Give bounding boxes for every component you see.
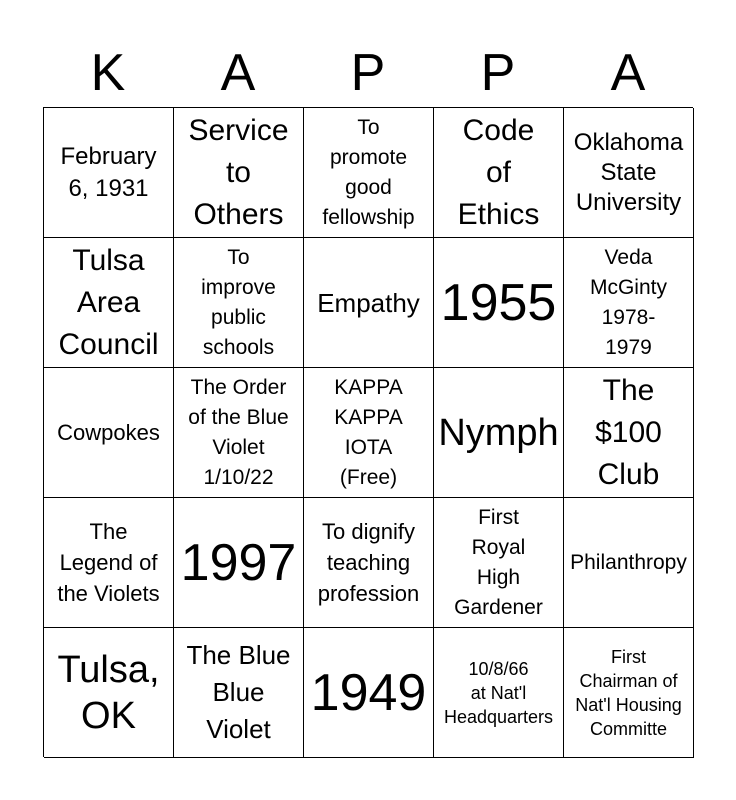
bingo-cell xyxy=(44,368,174,498)
bingo-cell xyxy=(434,108,564,238)
header-letter-a: A xyxy=(220,44,256,102)
bingo-cell xyxy=(304,368,434,498)
cell-text: Empathy xyxy=(317,287,420,318)
bingo-cell xyxy=(564,108,694,238)
cell-text: Tulsa, OK xyxy=(57,648,160,737)
cell-text: To dignify teaching profession xyxy=(317,519,420,606)
cell-text: Cowpokes xyxy=(57,419,160,445)
bingo-cell xyxy=(434,238,564,368)
cell-text: 1997 xyxy=(180,533,297,592)
cell-text: Nymph xyxy=(438,411,559,454)
cell-text: Service to Others xyxy=(188,113,289,231)
bingo-grid xyxy=(43,107,693,757)
cell-text: Philanthropy xyxy=(570,550,687,574)
header-letter-a-2: A xyxy=(610,44,646,102)
bingo-cell xyxy=(174,498,304,628)
bingo-cell xyxy=(174,238,304,368)
bingo-header xyxy=(43,40,693,106)
cell-text: Oklahoma State University xyxy=(573,128,684,216)
cell-text: Tulsa Area Council xyxy=(58,243,159,361)
cell-text: First Chairman of Nat'l Housing Committe xyxy=(575,646,682,739)
cell-text: The $100 Club xyxy=(595,373,662,491)
cell-text: The Blue Blue Violet xyxy=(186,640,291,744)
bingo-cell xyxy=(304,108,434,238)
bingo-cell xyxy=(434,368,564,498)
bingo-cell xyxy=(304,628,434,758)
bingo-cell xyxy=(564,238,694,368)
bingo-cell xyxy=(44,238,174,368)
cell-text: 10/8/66 at Nat'l Headquarters xyxy=(443,658,554,727)
cell-text: The Order of the Blue Violet 1/10/22 xyxy=(188,375,289,489)
cell-text: To promote good fellowship xyxy=(322,115,415,229)
bingo-cell xyxy=(174,368,304,498)
cell-text: Veda McGinty 1978- 1979 xyxy=(589,245,667,359)
cell-text: February 6, 1931 xyxy=(60,142,157,202)
cell-text: 1949 xyxy=(310,663,427,722)
header-letter-k: K xyxy=(90,44,126,102)
cell-text: 1955 xyxy=(440,273,557,332)
bingo-cell xyxy=(304,498,434,628)
header-letter-p: P xyxy=(350,44,386,102)
cell-text: Code of Ethics xyxy=(457,113,540,231)
bingo-cell xyxy=(564,628,694,758)
bingo-cell xyxy=(564,498,694,628)
bingo-cell xyxy=(44,108,174,238)
header-letter-p-2: P xyxy=(480,44,516,102)
bingo-cell xyxy=(304,238,434,368)
cell-text: The Legend of the Violets xyxy=(57,519,160,606)
bingo-cell xyxy=(174,108,304,238)
bingo-cell xyxy=(44,628,174,758)
bingo-cell xyxy=(434,498,564,628)
bingo-cell xyxy=(434,628,564,758)
bingo-cell xyxy=(174,628,304,758)
cell-text: To improve public schools xyxy=(201,245,276,359)
bingo-cell xyxy=(564,368,694,498)
cell-text: First Royal High Gardener xyxy=(454,505,543,619)
cell-text: KAPPA KAPPA IOTA (Free) xyxy=(334,375,403,489)
bingo-cell xyxy=(44,498,174,628)
